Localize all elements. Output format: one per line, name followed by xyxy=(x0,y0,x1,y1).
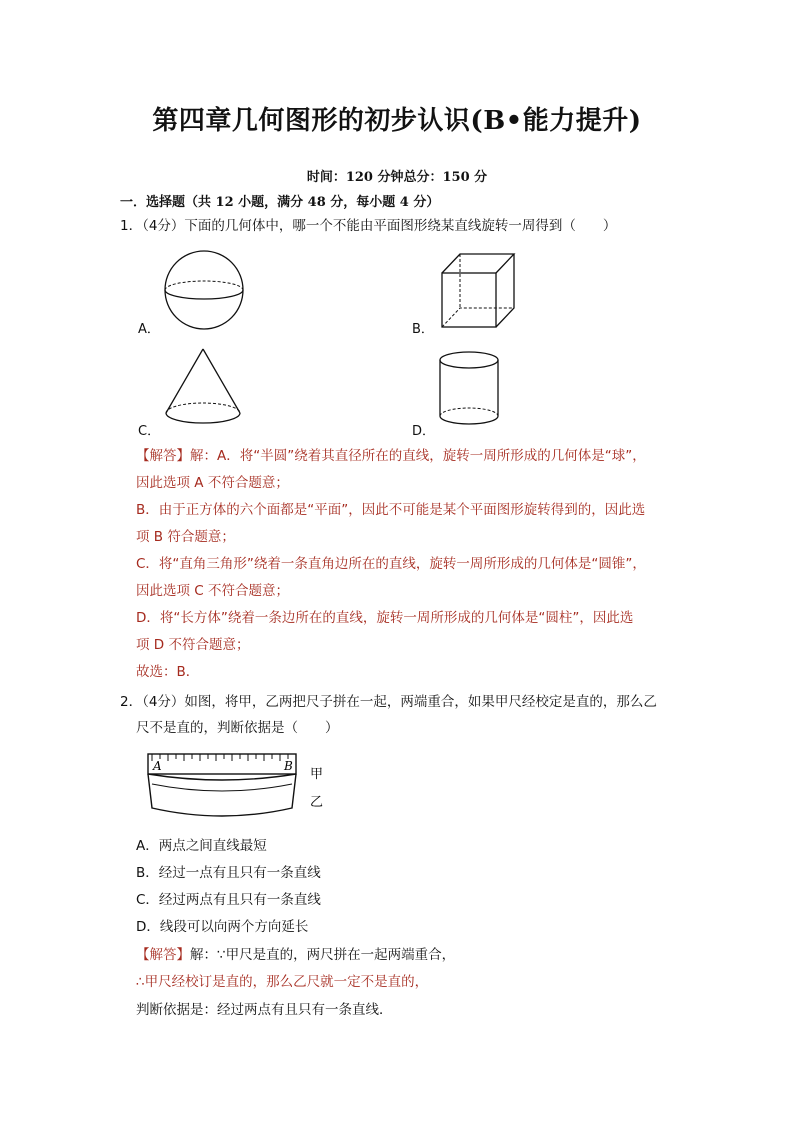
q1-answer-line-1: 【解答】解：A．将“半圆”绕着其直径所在的直线，旋转一周所形成的几何体是“球”， xyxy=(136,448,646,464)
q2-answer-line-1: 【解答】解：∵甲尺是直的，两尺拼在一起两端重合， xyxy=(136,947,456,963)
cube-figure xyxy=(438,250,520,332)
point-b-label: B xyxy=(284,759,293,773)
q1-option-a: A． xyxy=(138,322,160,337)
q2-answer-line-2: ∴甲尺经校订是直的，那么乙尺就一定不是直的， xyxy=(136,974,429,990)
q1-answer-line-9: 故选：B． xyxy=(136,664,200,680)
answer-label: 【解答】 xyxy=(136,448,190,464)
q1-answer-line-2: 因此选项 A 不符合题意； xyxy=(136,475,289,491)
cylinder-figure xyxy=(438,350,504,434)
q2-choice-b: B．经过一点有且只有一条直线 xyxy=(136,865,321,881)
ruler-jia-label: 甲 xyxy=(310,767,324,782)
q1-answer-line-5: C．将“直角三角形”绕着一条直角边所在的直线，旋转一周所形成的几何体是“圆锥”， xyxy=(136,556,646,572)
q1-option-c: C． xyxy=(138,424,161,439)
q2-answer-line-3: 判断依据是：经过两点有且只有一条直线． xyxy=(136,1002,393,1018)
ruler-yi-label: 乙 xyxy=(310,795,324,810)
exam-meta: 时间：120 分钟总分：150 分 xyxy=(306,170,488,185)
point-a-label: A xyxy=(153,759,162,773)
q1-answer-line-8: 项 D 不符合题意； xyxy=(136,637,250,653)
q2-choice-d: D．线段可以向两个方向延长 xyxy=(136,919,309,935)
q1-answer-line-3: B．由于正方体的六个面都是“平面”，因此不可能是某个平面图形旋转得到的，因此选 xyxy=(136,502,646,518)
q2-choice-c: C．经过两点有且只有一条直线 xyxy=(136,892,321,908)
q1-option-d: D． xyxy=(412,424,436,439)
q2-choice-a: A．两点之间直线最短 xyxy=(136,838,267,854)
q1-stem: 1．（4分）下面的几何体中，哪一个不能由平面图形绕某直线旋转一周得到（ ） xyxy=(120,218,617,234)
sphere-figure xyxy=(162,250,252,332)
q1-option-b: B． xyxy=(412,322,434,337)
q1-answer-line-6: 因此选项 C 不符合题意； xyxy=(136,583,290,599)
q1-answer-line-7: D．将“长方体”绕着一条边所在的直线，旋转一周所形成的几何体是“圆柱”，因此选 xyxy=(136,610,634,626)
section-heading: 一．选择题（共 12 小题，满分 48 分，每小题 4 分） xyxy=(120,195,440,210)
rulers-figure xyxy=(140,748,340,824)
page-title: 第四章几何图形的初步认识(B•能力提升) xyxy=(152,106,642,136)
cone-figure xyxy=(160,346,250,430)
q2-stem-line-1: 2．（4分）如图，将甲，乙两把尺子拼在一起，两端重合，如果甲尺经校定是直的，那么乙 xyxy=(120,694,657,710)
answer-label: 【解答】 xyxy=(136,947,190,963)
q1-answer-line-4: 项 B 符合题意； xyxy=(136,529,235,545)
q2-stem-line-2: 尺不是直的，判断依据是（ ） xyxy=(136,720,339,736)
